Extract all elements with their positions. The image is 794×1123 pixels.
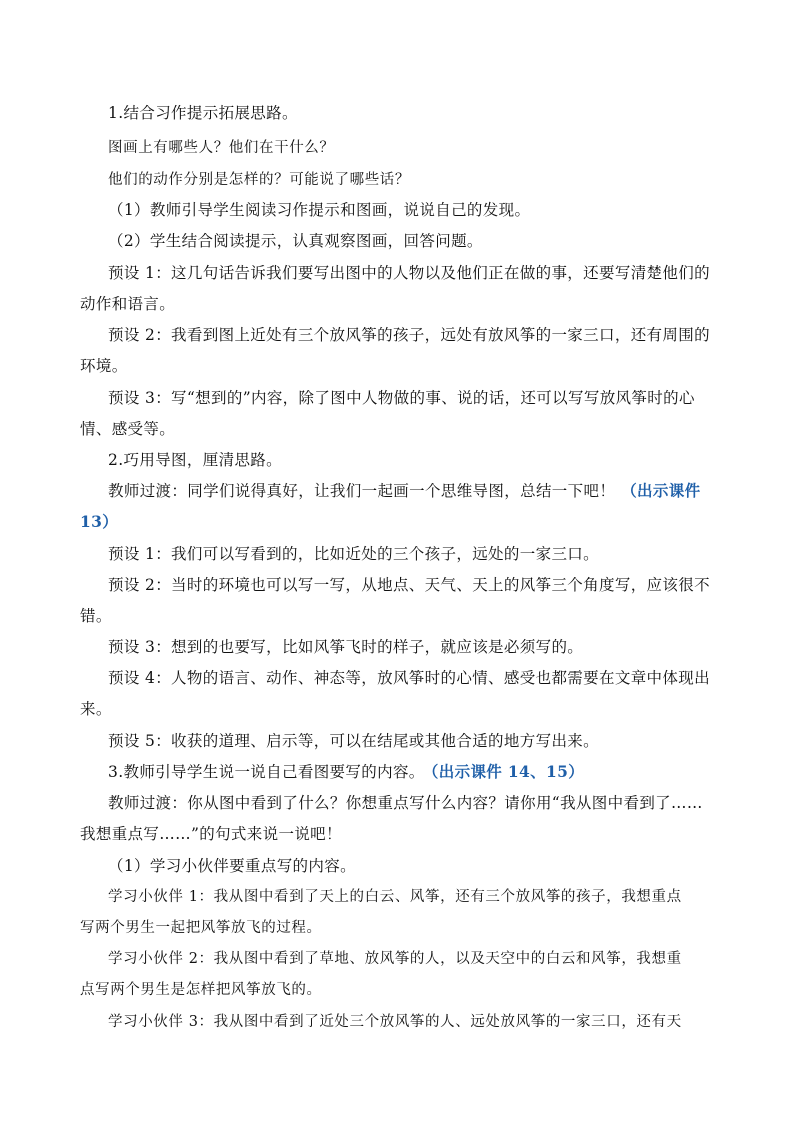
preset-paragraph-7-cont: 来。 <box>80 700 112 718</box>
courseware-note-cont: 13） <box>80 512 119 531</box>
prompt-question-1: 图画上有哪些人？他们在干什么？ <box>108 140 335 156</box>
transition-paragraph-2: 教师过渡：你从图中看到了什么？你想重点写什么内容？请你用“我从图中看到了…… <box>108 794 703 812</box>
courseware-note-2: （出示课件 14、15） <box>430 762 585 781</box>
transition-text: 教师过渡：同学们说得真好，让我们一起画一个思维导图，总结一下吧！ <box>108 482 616 500</box>
partner-paragraph-2: 学习小伙伴 2：我从图中看到了草地、放风筝的人，以及天空中的白云和风筝，我想重 <box>108 951 682 967</box>
preset-paragraph-8: 预设 5：收获的道理、启示等，可以在结尾或其他合适的地方写出来。 <box>108 732 599 750</box>
preset-paragraph-5: 预设 2：当时的环境也可以写一写，从地点、天气、天上的风筝三个角度写，应该很不 <box>108 576 710 594</box>
partner-paragraph-1: 学习小伙伴 1：我从图中看到了天上的白云、风筝，还有三个放风筝的孩子，我想重点 <box>108 889 682 905</box>
preset-paragraph-1: 预设 1：这几句话告诉我们要写出图中的人物以及他们正在做的事，还要写清楚他们的 <box>108 264 710 282</box>
section-heading-3-text: 3.教师引导学生说一说自己看图要写的内容。 <box>108 763 425 781</box>
preset-paragraph-1-cont: 动作和语言。 <box>80 295 176 313</box>
section-heading-3 <box>108 761 584 783</box>
section-heading-2: 2.巧用导图，厘清思路。 <box>108 451 282 469</box>
transition-paragraph-2-cont: 我想重点写……”的句式来说一说吧！ <box>80 825 342 843</box>
step-paragraph-3: （1）学习小伙伴要重点写的内容。 <box>108 857 356 875</box>
transition-paragraph-1 <box>108 480 700 502</box>
partner-paragraph-2-cont: 点写两个男生是怎样把风筝放飞的。 <box>80 982 322 998</box>
preset-paragraph-6: 预设 3：想到的也要写，比如风筝飞时的样子，就应该是必须写的。 <box>108 638 584 656</box>
step-paragraph-1: （1）教师引导学生阅读习作提示和图画，说说自己的发现。 <box>108 201 531 219</box>
prompt-question-2: 他们的动作分别是怎样的？可能说了哪些话？ <box>108 172 410 188</box>
preset-paragraph-7: 预设 4：人物的语言、动作、神态等，放风筝时的心情、感受也都需要在文章中体现出 <box>108 669 710 687</box>
preset-paragraph-2: 预设 2：我看到图上近处有三个放风筝的孩子，远处有放风筝的一家三口，还有周围的 <box>108 326 710 344</box>
preset-paragraph-3-cont: 情、感受等。 <box>80 420 176 438</box>
partner-paragraph-3: 学习小伙伴 3：我从图中看到了近处三个放风筝的人、远处放风筝的一家三口，还有天 <box>108 1014 682 1030</box>
partner-paragraph-1-cont: 写两个男生一起把风筝放飞的过程。 <box>80 920 322 936</box>
preset-paragraph-3: 预设 3：写“想到的”内容，除了图中人物做的事、说的话，还可以写写放风筝时的心 <box>108 389 695 407</box>
preset-paragraph-5-cont: 错。 <box>80 607 112 625</box>
section-heading-1: 1.结合习作提示拓展思路。 <box>108 104 298 122</box>
preset-paragraph-2-cont: 环境。 <box>80 357 128 375</box>
step-paragraph-2: （2）学生结合阅读提示，认真观察图画，回答问题。 <box>108 232 483 250</box>
courseware-note: （出示课件 <box>621 481 701 500</box>
preset-paragraph-4: 预设 1：我们可以写看到的，比如近处的三个孩子，远处的一家三口。 <box>108 545 599 563</box>
